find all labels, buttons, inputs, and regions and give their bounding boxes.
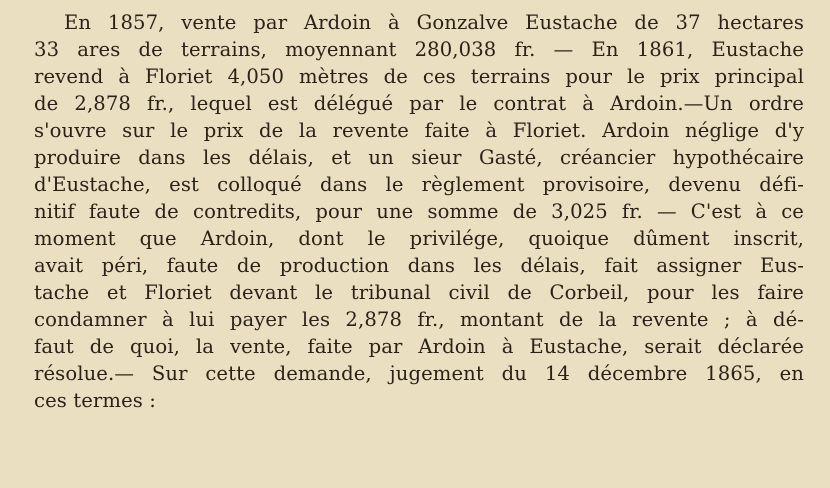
text-line-3: revend à Floriet 4,050 mètres de ces terrains pour le prix principal bbox=[34, 65, 804, 88]
text-line-2: 33 ares de terrains, moyennant 280,038 fr. — En 1861, Eustache bbox=[34, 38, 804, 61]
text-line-7: d'Eustache, est colloqué dans le règlement provisoire, devenu défi- bbox=[34, 173, 804, 196]
text-line-15: ces termes : bbox=[34, 389, 156, 412]
text-line-10: avait péri, faute de production dans les délais, fait assigner Eus- bbox=[34, 254, 804, 277]
text-line-1: En 1857, vente par Ardoin à Gonzalve Eustache de 37 hectares bbox=[64, 11, 804, 34]
text-line-8: nitif faute de contredits, pour une somme de 3,025 fr. — C'est à ce bbox=[34, 200, 804, 223]
text-line-11: tache et Floriet devant le tribunal civil de Corbeil, pour les faire bbox=[34, 281, 804, 304]
text-line-4: de 2,878 fr., lequel est délégué par le contrat à Ardoin.—Un ordre bbox=[34, 92, 804, 115]
text-line-6: produire dans les délais, et un sieur Gasté, créancier hypothécaire bbox=[34, 146, 804, 169]
text-line-13: faut de quoi, la vente, faite par Ardoin à Eustache, serait déclarée bbox=[34, 335, 804, 358]
text-line-12: condamner à lui payer les 2,878 fr., montant de la revente ; à dé- bbox=[34, 308, 804, 331]
text-line-9: moment que Ardoin, dont le privilége, quoique dûment inscrit, bbox=[34, 227, 804, 250]
text-line-14: résolue.— Sur cette demande, jugement du 14 décembre 1865, en bbox=[34, 362, 804, 385]
text-line-5: s'ouvre sur le prix de la revente faite à Floriet. Ardoin néglige d'y bbox=[34, 119, 804, 142]
